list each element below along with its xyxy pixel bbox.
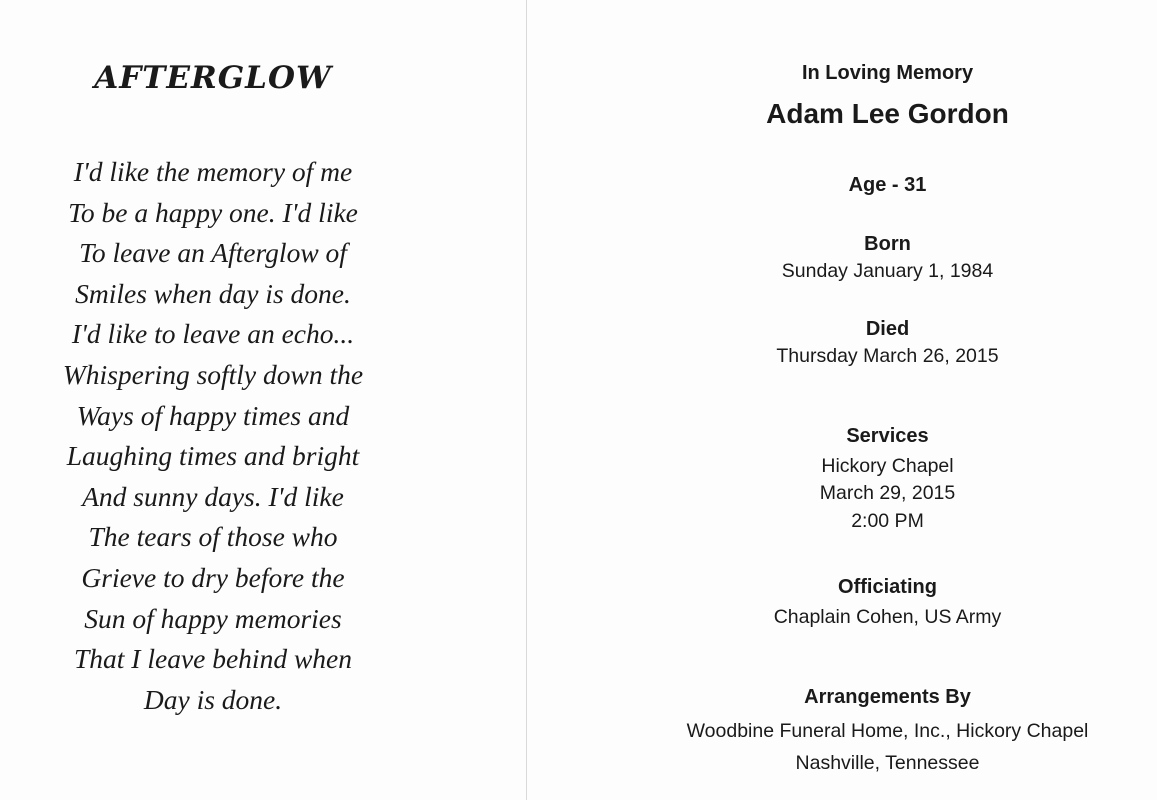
poem-line: I'd like to leave an echo... <box>71 318 355 350</box>
poem-panel <box>0 0 526 800</box>
poem-line: The tears of those who <box>88 521 338 553</box>
poem-line: Ways of happy times and <box>76 399 350 431</box>
officiating-label: Officiating <box>838 576 937 598</box>
born-label: Born <box>864 233 911 255</box>
poem-line: To be a happy one. I'd like <box>68 196 358 228</box>
memorial-panel <box>527 0 1157 800</box>
poem-line: I'd like the memory of me <box>73 156 353 187</box>
poem-title: AFTERGLOW <box>94 60 332 96</box>
services-date: March 29, 2015 <box>819 482 956 504</box>
arrangements-line1: Woodbine Funeral Home, Inc., Hickory Chapel <box>686 720 1089 742</box>
poem-line: And sunny days. I'd like <box>82 480 344 512</box>
poem-line: Grieve to dry before the <box>81 561 345 593</box>
poem-line: Laughing times and bright <box>66 440 360 472</box>
arrangements-label: Arrangements By <box>804 686 971 708</box>
died-label: Died <box>865 318 910 340</box>
poem-line: That I leave behind when <box>74 643 352 675</box>
services-time: 2:00 PM <box>851 510 924 532</box>
age-text: Age - 31 <box>848 174 927 196</box>
poem-body <box>0 152 426 720</box>
poem-line: Day is done. <box>143 683 283 715</box>
deceased-name: Adam Lee Gordon <box>766 98 1009 129</box>
died-date: Thursday March 26, 2015 <box>776 345 999 367</box>
poem-line: To leave an Afterglow of <box>79 237 347 269</box>
services-label: Services <box>846 425 929 447</box>
poem-line: Smiles when day is done. <box>75 277 351 309</box>
memorial-heading: In Loving Memory <box>801 62 974 84</box>
born-date: Sunday January 1, 1984 <box>781 260 994 282</box>
arrangements-line2: Nashville, Tennessee <box>795 752 980 774</box>
officiating-name: Chaplain Cohen, US Army <box>773 606 1002 628</box>
services-place: Hickory Chapel <box>821 455 954 477</box>
poem-line: Whispering softly down the <box>62 358 364 390</box>
poem-line: Sun of happy memories <box>84 602 342 634</box>
